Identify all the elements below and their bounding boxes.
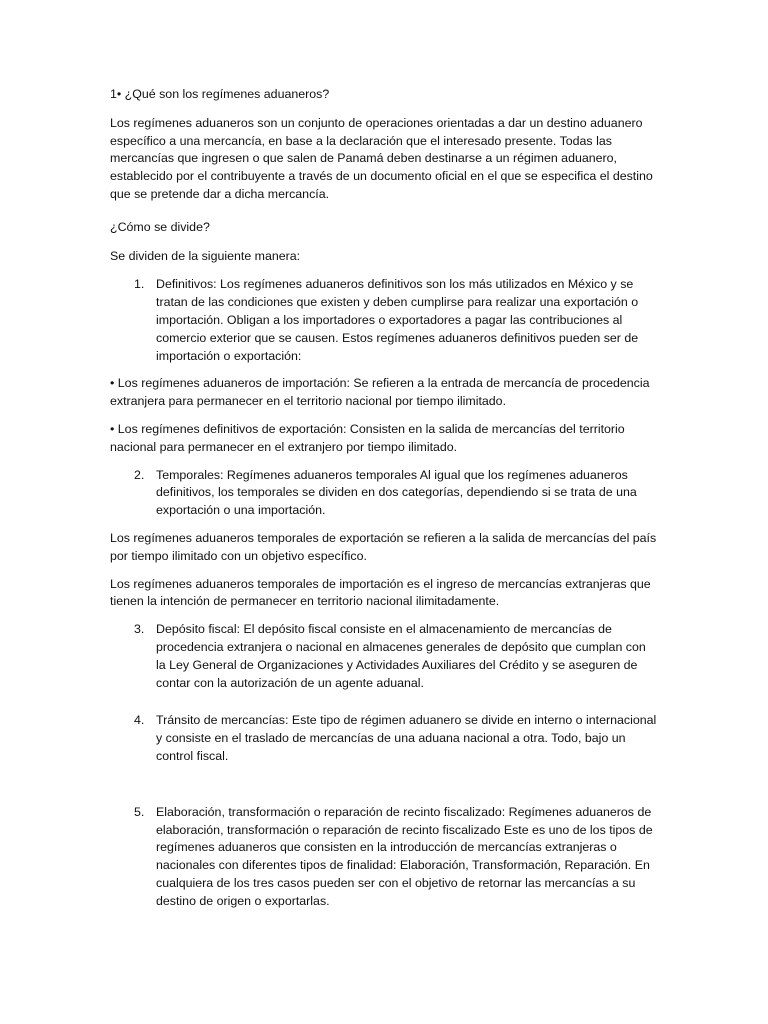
bullet-exportacion: • Los regímenes definitivos de exportación: Consisten en la salida de mercancías del territorio nacional para permanecer en el extranjero por tiempo ilimitado. [110, 421, 625, 454]
list-item-transito [110, 712, 658, 765]
intro-paragraph: Los regímenes aduaneros son un conjunto de operaciones orientadas a dar un destino aduanero específico a una mercancía, en base a la declaración que el interesado presente. Todas las mercancías que ingresen o que salen de Panamá deben destinarse a un régimen aduanero, establecido por el contribuyente a través de un documento oficial en el que se especifica el destino que se pretende dar a dicha mercancía. [110, 115, 653, 201]
question-heading-2: ¿Cómo se divide? [110, 219, 210, 234]
list-item-text: Depósito fiscal: El depósito fiscal consiste en el almacenamiento de mercancías de procedencia extranjera o nacional en almacenes generales de depósito que cumplan con la Ley General de Organizaciones y Actividades Auxiliares del Crédito y se aseguren de contar con la autorización de un agente aduanal. [156, 622, 646, 690]
list-item-text: Elaboración, transformación o reparación de recinto fiscalizado: Regímenes aduaneros de elaboración, transformación o reparación de recinto fiscalizado Este es uno de los tipos de regímenes aduaneros que consisten en la introducción de mercancías extranjeras o nacionales con diferentes tipos de finalidad: Elaboración, Transformación, Reparación. En cualquiera de los tres casos pueden ser con el objetivo de retornar las mercancías a su destino de origen o exportarlas. [156, 804, 653, 908]
list-item-number: 5. [134, 804, 145, 819]
list-lead-paragraph: Se dividen de la siguiente manera: [110, 248, 301, 263]
list-item-temporales [110, 467, 658, 520]
list-item-number: 3. [134, 622, 145, 637]
list-item-text: Tránsito de mercancías: Este tipo de régimen aduanero se divide en interno o internacional y consiste en el traslado de mercancías de una aduana nacional a otra. Todo, bajo un control fiscal. [156, 713, 657, 763]
temporales-exportacion-paragraph: Los regímenes aduaneros temporales de exportación se refieren a la salida de mercancías del país por tiempo ilimitado con un objetivo específico. [110, 530, 657, 563]
list-item-number: 2. [134, 467, 145, 482]
list-item-number: 1. [134, 277, 145, 292]
document-page [110, 86, 658, 910]
list-item-text: Temporales: Regímenes aduaneros temporales Al igual que los regímenes aduaneros definitivos, los temporales se dividen en dos categorías, dependiendo si se trata de una exportación o una importación. [156, 467, 637, 518]
bullet-importacion: • Los regímenes aduaneros de importación: Se refieren a la entrada de mercancía de procedencia extranjera para permanecer en el territorio nacional por tiempo ilimitado. [110, 376, 650, 409]
list-item-definitivos [110, 276, 658, 365]
list-item-elaboracion [110, 804, 658, 911]
question-heading-1: 1• ¿Qué son los regímenes aduaneros? [110, 87, 330, 101]
list-item-deposito-fiscal [110, 621, 658, 692]
temporales-importacion-paragraph: Los regímenes aduaneros temporales de importación es el ingreso de mercancías extranjeras que tienen la intención de permanecer en territorio nacional ilimitadamente. [110, 576, 651, 609]
list-item-number: 4. [134, 713, 145, 728]
list-item-text: Definitivos: Los regímenes aduaneros definitivos son los más utilizados en México y se tratan de las condiciones que existen y deben cumplirse para realizar una exportación o importación. Obligan a los importadores o exportadores a pagar las contribuciones al comercio exterior que se causen. Estos regímenes aduaneros definitivos pueden ser de importación o exportación: [156, 277, 639, 363]
